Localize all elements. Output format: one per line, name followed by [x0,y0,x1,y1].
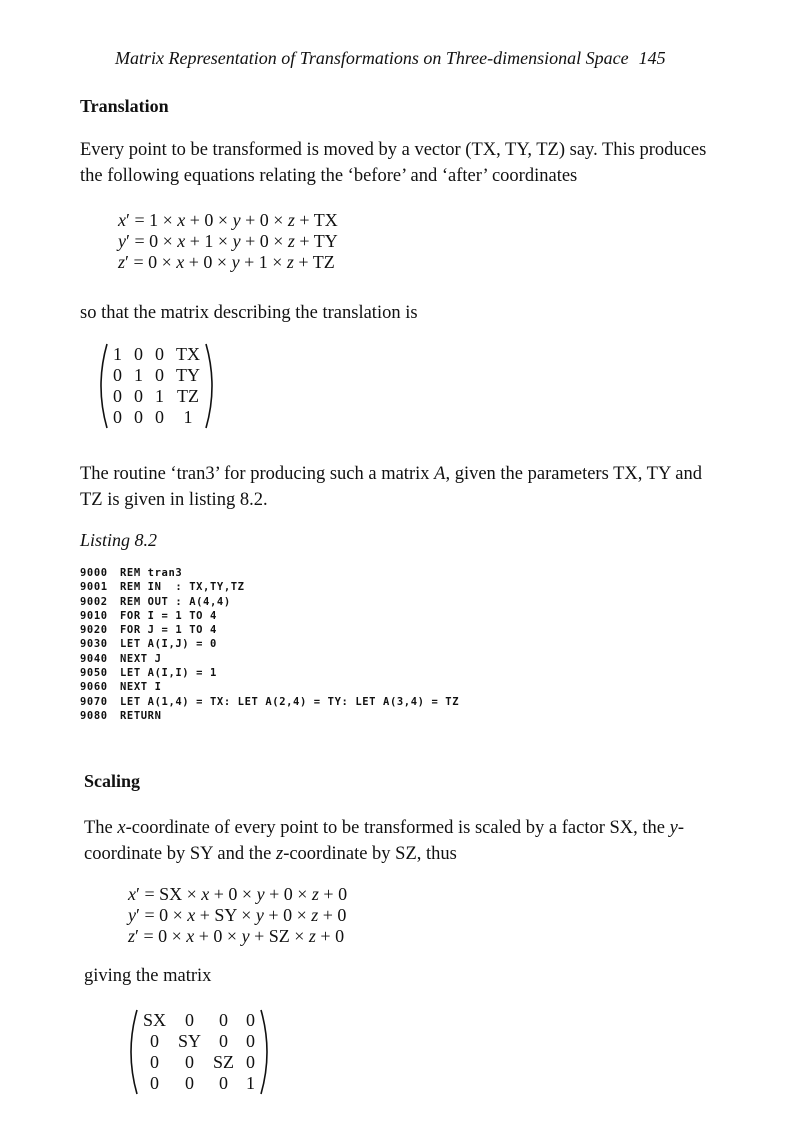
code-line [80,637,459,651]
matrix-cell: 1 [113,344,122,364]
matrix-cell: 1 [155,386,164,406]
prime-symbol: ′ = [136,905,160,925]
equation-operator: × [213,210,233,230]
equation-operator: + [293,252,313,272]
prime-symbol: ′ = [125,252,149,272]
line-number: 9030 [80,638,108,651]
equation-term: 0 [228,884,238,904]
equation-term: 0 [213,926,223,946]
equation-row [128,905,347,926]
equation-operator: × [222,926,242,946]
matrix-cell: 0 [246,1031,256,1051]
scaling-intro-1: The [84,818,118,838]
code-text: REM tran3 [120,567,183,579]
equation-operator: + [294,210,314,230]
equation-row [128,926,347,947]
routine-matrix-var: A [434,464,446,484]
scaling-intro-x: x [117,818,126,838]
line-number: 9000 [80,567,108,579]
matrix-cell: 0 [185,1073,195,1093]
routine-text-2: , given the parameters TX, TY and TZ is given in listing 8.2. [80,464,702,510]
matrix-cell: 0 [219,1010,229,1030]
equation-term: 1 [258,252,268,272]
matrix-cell: 0 [150,1073,159,1093]
matrix-cell: 0 [155,344,164,364]
equation-operator: × [267,252,287,272]
equation-operator: + [318,905,338,925]
matrix-cell: TZ [177,386,199,406]
right-paren [206,344,212,428]
equation-operator: × [168,905,188,925]
matrix-cell: SY [178,1031,202,1051]
equation-operator: + [195,905,215,925]
equation-term: SY [214,905,237,925]
equation-operator: × [158,231,178,251]
code-line [80,695,459,709]
equation-term: 0 [337,905,347,925]
code-line [80,580,459,594]
line-number: 9050 [80,667,108,680]
matrix-cell: 0 [185,1052,195,1072]
translation-heading: Translation [80,96,169,116]
matrix-cell: SZ [213,1052,235,1072]
equation-term: 0 [283,884,293,904]
equation-variable: x [177,210,186,230]
equation-operator: × [292,905,312,925]
equation-lhs: x [128,884,136,904]
matrix-cell: 0 [113,365,122,385]
equation-operator: + [240,231,260,251]
matrix-cell: 0 [150,1052,159,1072]
prime-symbol: ′ = [126,210,150,230]
equation-variable: y [232,210,241,230]
equation-operator: × [182,884,202,904]
scaling-matrix [125,1010,261,1094]
prime-symbol: ′ = [135,926,159,946]
equation-operator: + [249,926,269,946]
equation-operator: + [185,231,205,251]
scaling-equations [128,884,347,947]
equation-variable: y [255,905,264,925]
equation-operator: + [185,210,205,230]
equation-term: 0 [203,252,213,272]
line-number: 9070 [80,695,108,708]
equation-row [118,210,338,231]
equation-operator: + [184,252,204,272]
equation-term: 0 [158,926,168,946]
equation-lhs: y [118,231,126,251]
equation-term: 0 [283,905,293,925]
code-line [80,666,459,680]
line-number: 9080 [80,709,108,722]
code-line [80,680,459,694]
matrix-cell: 0 [219,1073,229,1093]
equation-term: 0 [159,905,169,925]
line-number: 9060 [80,681,108,694]
equation-operator: + [264,884,284,904]
matrix-brackets [125,1008,273,1096]
line-number: 9020 [80,624,108,637]
listing-label: Listing 8.2 [80,530,158,550]
matrix-cell: 1 [134,365,143,385]
translation-matrix-intro: so that the matrix describing the translation is [80,303,418,323]
equation-operator: + [294,231,314,251]
equation-operator: × [167,926,187,946]
matrix-cell: 0 [246,1052,256,1072]
equation-operator: × [268,231,288,251]
equation-variable: y [256,884,265,904]
equation-term: 0 [204,210,214,230]
scaling-intro-2: -coordinate of every point to be transformed is scaled by a factor SX, the [125,818,670,838]
code-line [80,652,459,666]
translation-equations [118,210,338,273]
equation-row [118,252,338,273]
equation-row [128,884,347,905]
equation-variable: y [241,926,250,946]
equation-operator: + [318,884,339,904]
equation-operator: + [240,210,260,230]
routine-paragraph [80,461,720,513]
line-number: 9002 [80,595,108,608]
equation-operator: × [213,231,233,251]
translation-matrix [95,344,206,428]
equation-operator: + [209,884,229,904]
scaling-intro [84,815,724,867]
scaling-matrix-intro: giving the matrix [84,966,212,986]
equation-variable: x [177,231,186,251]
equation-operator: × [289,926,309,946]
equation-lhs: z [128,926,136,946]
equation-variable: z [311,884,319,904]
equation-variable: y [231,252,240,272]
equation-term: 1 [204,231,214,251]
left-paren [101,344,107,428]
code-line [80,595,459,609]
code-text: LET A(1,4) = TX: LET A(2,4) = TY: LET A(3,4) = TZ [120,695,460,708]
scaling-intro-4: -coordinate by SZ, thus [283,844,457,864]
matrix-cell: 0 [219,1031,229,1051]
code-text: RETURN [120,709,162,722]
equation-operator: × [212,252,232,272]
matrix-cell: 0 [134,344,143,364]
code-listing [80,566,459,723]
matrix-cell: 0 [113,386,122,406]
equation-lhs: y [128,905,136,925]
matrix-cell: 0 [134,386,143,406]
matrix-cell: 0 [155,407,164,427]
matrix-cell: 0 [134,407,143,427]
running-head-title: Matrix Representation of Transformations on Three-dimensional Space [115,48,629,68]
equation-term: 0 [149,231,159,251]
matrix-cell: SX [143,1010,167,1030]
matrix-cell: 0 [185,1010,195,1030]
equation-term: 0 [338,884,348,904]
equation-variable: z [286,252,294,272]
equation-operator: × [292,884,312,904]
equation-row [118,231,338,252]
equation-operator: × [236,905,256,925]
equation-term: SZ [268,926,290,946]
equation-operator: + [239,252,259,272]
matrix-cell: 1 [183,407,193,427]
code-text: REM OUT : A(4,4) [120,595,231,608]
equation-term: 0 [259,231,269,251]
equation-variable: z [287,231,295,251]
equation-variable: x [176,252,185,272]
code-line [80,609,459,623]
left-paren [131,1010,137,1094]
equation-variable: z [308,926,316,946]
equation-term: 0 [335,926,345,946]
equation-term: SX [159,884,183,904]
page-number: 145 [638,48,666,68]
code-line [80,566,459,580]
code-line [80,623,459,637]
equation-term: 1 [149,210,159,230]
equation-term: 0 [148,252,158,272]
equation-operator: × [237,884,257,904]
equation-variable: y [232,231,241,251]
matrix-cell: 1 [246,1073,256,1093]
code-text: LET A(I,J) = 0 [120,638,217,651]
scaling-intro-y: y [669,818,678,838]
prime-symbol: ′ = [136,884,160,904]
equation-variable: x [186,926,195,946]
code-text: REM IN : TX,TY,TZ [120,581,245,594]
running-head [115,48,666,69]
matrix-cell: 0 [150,1031,159,1051]
translation-intro: Every point to be transformed is moved by a vector (TX, TY, TZ) say. This produces the following equations relating the ‘before’ and ‘after’ coordinates [80,140,707,186]
code-text: FOR I = 1 TO 4 [120,609,217,622]
code-text: NEXT J [120,652,162,665]
code-text: NEXT I [120,681,162,694]
matrix-cell: 0 [246,1010,256,1030]
equation-term: TY [313,231,338,251]
equation-variable: x [187,905,196,925]
scaling-intro-3: -coordinate by SY and the [84,818,685,864]
equation-operator: + [315,926,336,946]
prime-symbol: ′ = [126,231,150,251]
equation-term: TZ [312,252,335,272]
routine-text-1: The routine ‘tran3’ for producing such a matrix [80,464,435,484]
matrix-cell: TX [176,344,200,364]
equation-operator: × [268,210,288,230]
equation-lhs: z [118,252,126,272]
code-line [80,709,459,723]
equation-operator: + [263,905,284,925]
equation-operator: × [158,210,178,230]
equation-variable: x [201,884,210,904]
matrix-brackets [95,342,218,430]
equation-variable: z [311,905,319,925]
matrix-cell: 0 [113,407,122,427]
line-number: 9001 [80,581,108,594]
scaling-intro-z: z [275,844,284,864]
code-text: LET A(I,I) = 1 [120,667,217,680]
matrix-cell: 0 [155,365,164,385]
matrix-cell: TY [176,365,200,385]
equation-operator: + [194,926,214,946]
equation-variable: z [287,210,295,230]
equation-operator: × [157,252,177,272]
line-number: 9040 [80,652,108,665]
equation-term: TX [313,210,338,230]
line-number: 9010 [80,609,108,622]
code-text: FOR J = 1 TO 4 [120,624,217,637]
equation-lhs: x [118,210,126,230]
equation-term: 0 [259,210,269,230]
scaling-heading: Scaling [84,771,141,791]
right-paren [261,1010,267,1094]
